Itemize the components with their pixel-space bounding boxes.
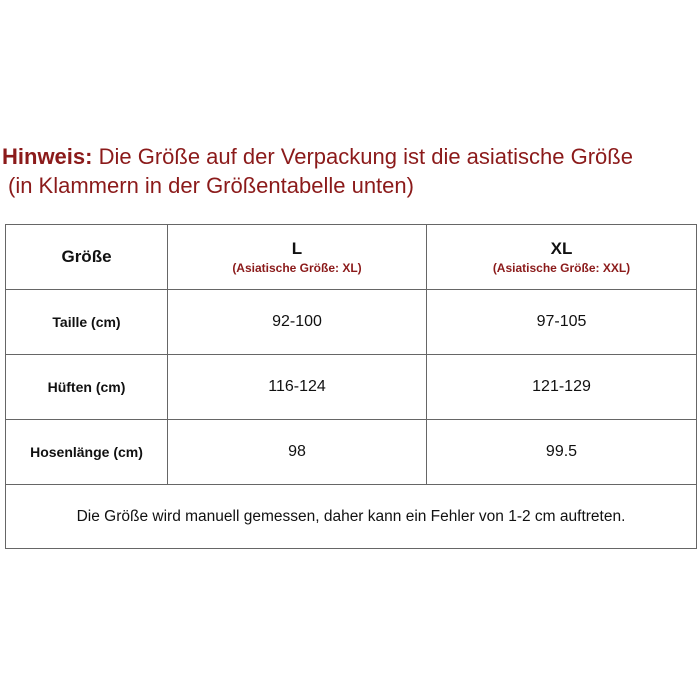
row-label-inseam: Hosenlänge (cm) (6, 420, 168, 485)
table-row (6, 420, 697, 485)
table-row (6, 290, 697, 355)
header-size-l (168, 225, 427, 290)
hips-xl-value: 121-129 (427, 355, 697, 420)
inseam-xl-value: 99.5 (427, 420, 697, 485)
header-size-xl (427, 225, 697, 290)
inseam-l-value: 98 (168, 420, 427, 485)
measurement-note: Die Größe wird manuell gemessen, daher kann ein Fehler von 1-2 cm auftreten. (6, 485, 697, 549)
notice-line-2: (in Klammern in der Größentabelle unten) (8, 173, 414, 198)
size-xl-label: XL (550, 239, 573, 258)
notice-text: Die Größe auf der Verpackung ist die asiatische Größe (98, 144, 633, 169)
waist-xl-value: 97-105 (427, 290, 697, 355)
row-label-hips: Hüften (cm) (6, 355, 168, 420)
table-footer-row (6, 485, 697, 549)
size-notice (2, 142, 700, 200)
size-chart-table (5, 224, 697, 549)
header-size-label (6, 225, 168, 290)
row-label-waist: Taille (cm) (6, 290, 168, 355)
size-xl-asian-label: (Asiatische Größe: XXL) (492, 261, 631, 275)
notice-line-1 (2, 142, 700, 171)
table-row (6, 355, 697, 420)
size-l-asian-label: (Asiatische Größe: XL) (232, 261, 362, 275)
size-l-label: L (291, 239, 303, 258)
table-header-row (6, 225, 697, 290)
hips-l-value: 116-124 (168, 355, 427, 420)
notice-label: Hinweis: (2, 144, 93, 169)
header-first-text: Größe (61, 247, 112, 266)
waist-l-value: 92-100 (168, 290, 427, 355)
